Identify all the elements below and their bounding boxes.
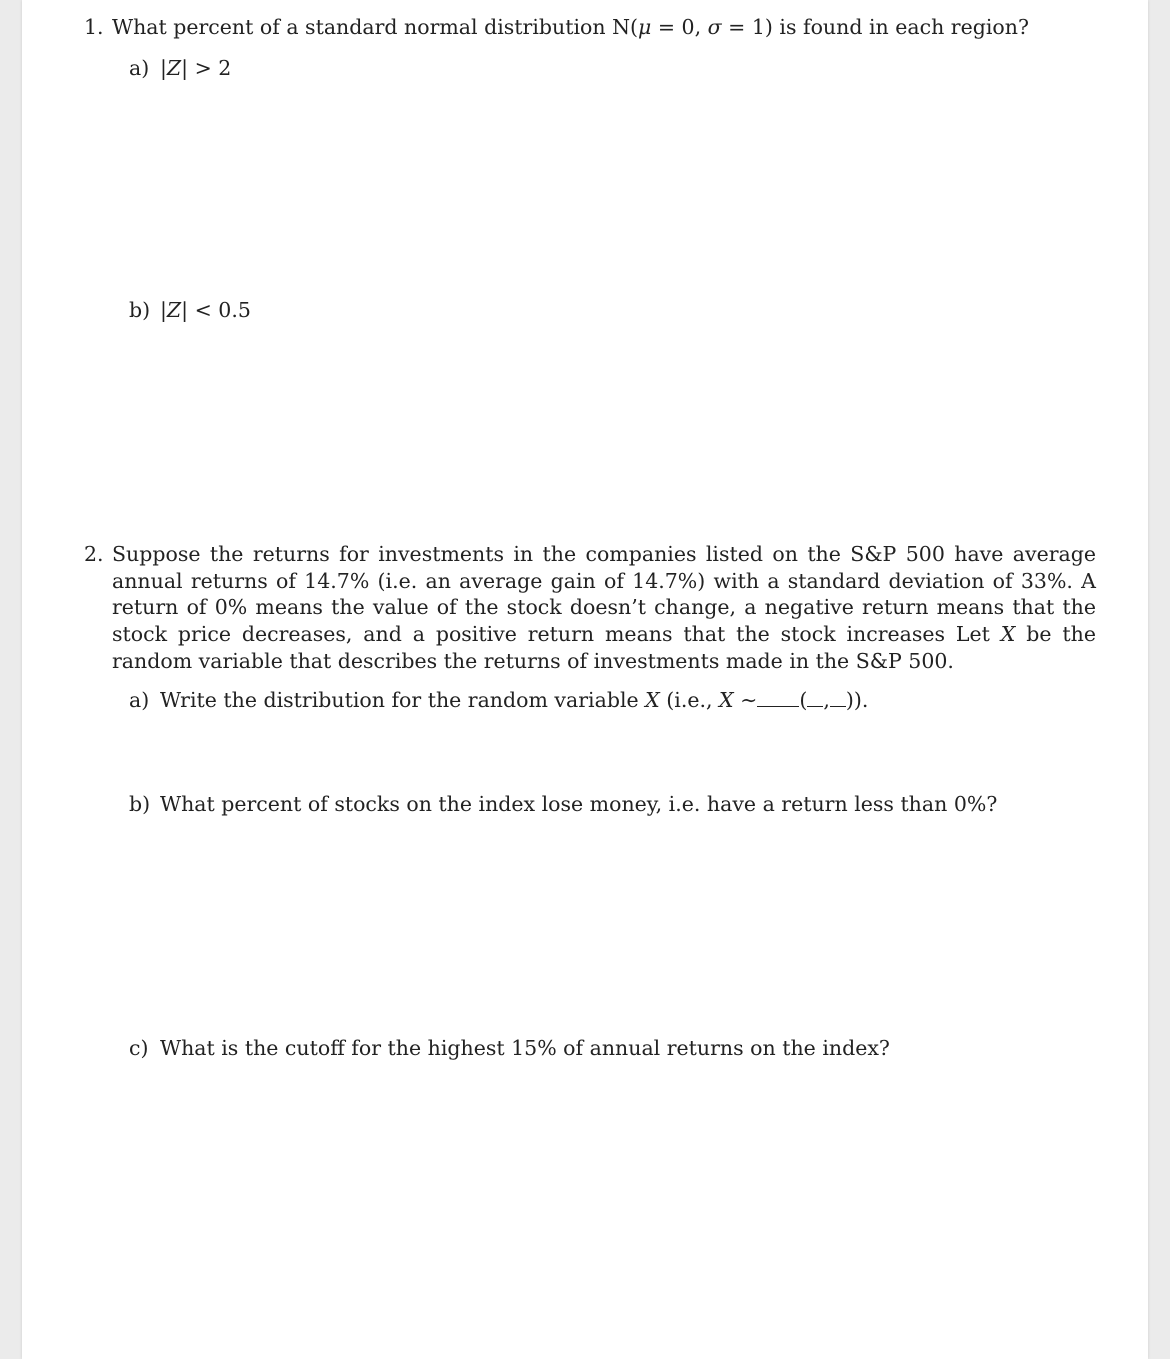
document-page [22, 0, 1148, 1359]
question-2b-text: What percent of stocks on the index lose money, i.e. have a return less than 0%? [160, 792, 998, 816]
question-2-text-b: be the random variable that describes the returns of investments made in the S&P 500. [112, 622, 1096, 673]
z-variable: Z [166, 298, 182, 322]
question-2c-text: What is the cutoff for the highest 15% of annual returns on the index? [160, 1036, 890, 1060]
question-1a [129, 55, 231, 82]
question-2a [129, 687, 868, 714]
question-2c-label: c) [129, 1036, 149, 1060]
abs-open: | [160, 298, 167, 322]
paren-close: )). [845, 688, 869, 712]
paren-open: ( [799, 688, 808, 712]
question-2c [129, 1035, 890, 1062]
question-2b-label: b) [129, 792, 151, 816]
x-variable: X [645, 688, 660, 712]
tilde-symbol: ∼ [733, 688, 758, 712]
question-1b-label: b) [129, 298, 151, 322]
mu-symbol: μ [638, 15, 652, 39]
question-1a-label: a) [129, 56, 150, 80]
sigma-symbol: σ [707, 15, 722, 39]
x-variable: X [719, 688, 734, 712]
ie-text: (i.e., [659, 688, 720, 712]
question-1 [84, 14, 1029, 41]
mu-equals: = 0, [651, 15, 708, 39]
sigma-equals: = 1) is found in each region? [721, 15, 1029, 39]
abs-close-condition: | < 0.5 [181, 298, 251, 322]
question-2a-label: a) [129, 688, 150, 712]
question-2b [129, 791, 997, 818]
question-2-paragraph [112, 541, 1096, 675]
distribution-name-blank [757, 688, 799, 707]
question-1-text-prefix: What percent of a standard normal distribution N( [112, 15, 639, 39]
question-1-number: 1. [84, 15, 104, 39]
x-variable: X [1000, 622, 1016, 647]
question-1b [129, 297, 251, 324]
question-2a-text: Write the distribution for the random variable [160, 688, 646, 712]
z-variable: Z [166, 56, 182, 80]
question-2-number: 2. [84, 542, 104, 566]
sd-blank [830, 688, 846, 707]
abs-close-condition: | > 2 [181, 56, 232, 80]
question-2-text-a: Suppose the returns for investments in the companies listed on the S&P 500 have average annual returns of 14.7% (i.e. an average gain of 14.7%) with a standard deviation of 33%. A return of 0% means the value of the stock doesn’t change, a negative return means that the stock price decreases, and a positive return means that the stock increases Let [112, 542, 1096, 647]
mean-blank [807, 688, 823, 707]
abs-open: | [160, 56, 167, 80]
comma: , [823, 688, 830, 712]
